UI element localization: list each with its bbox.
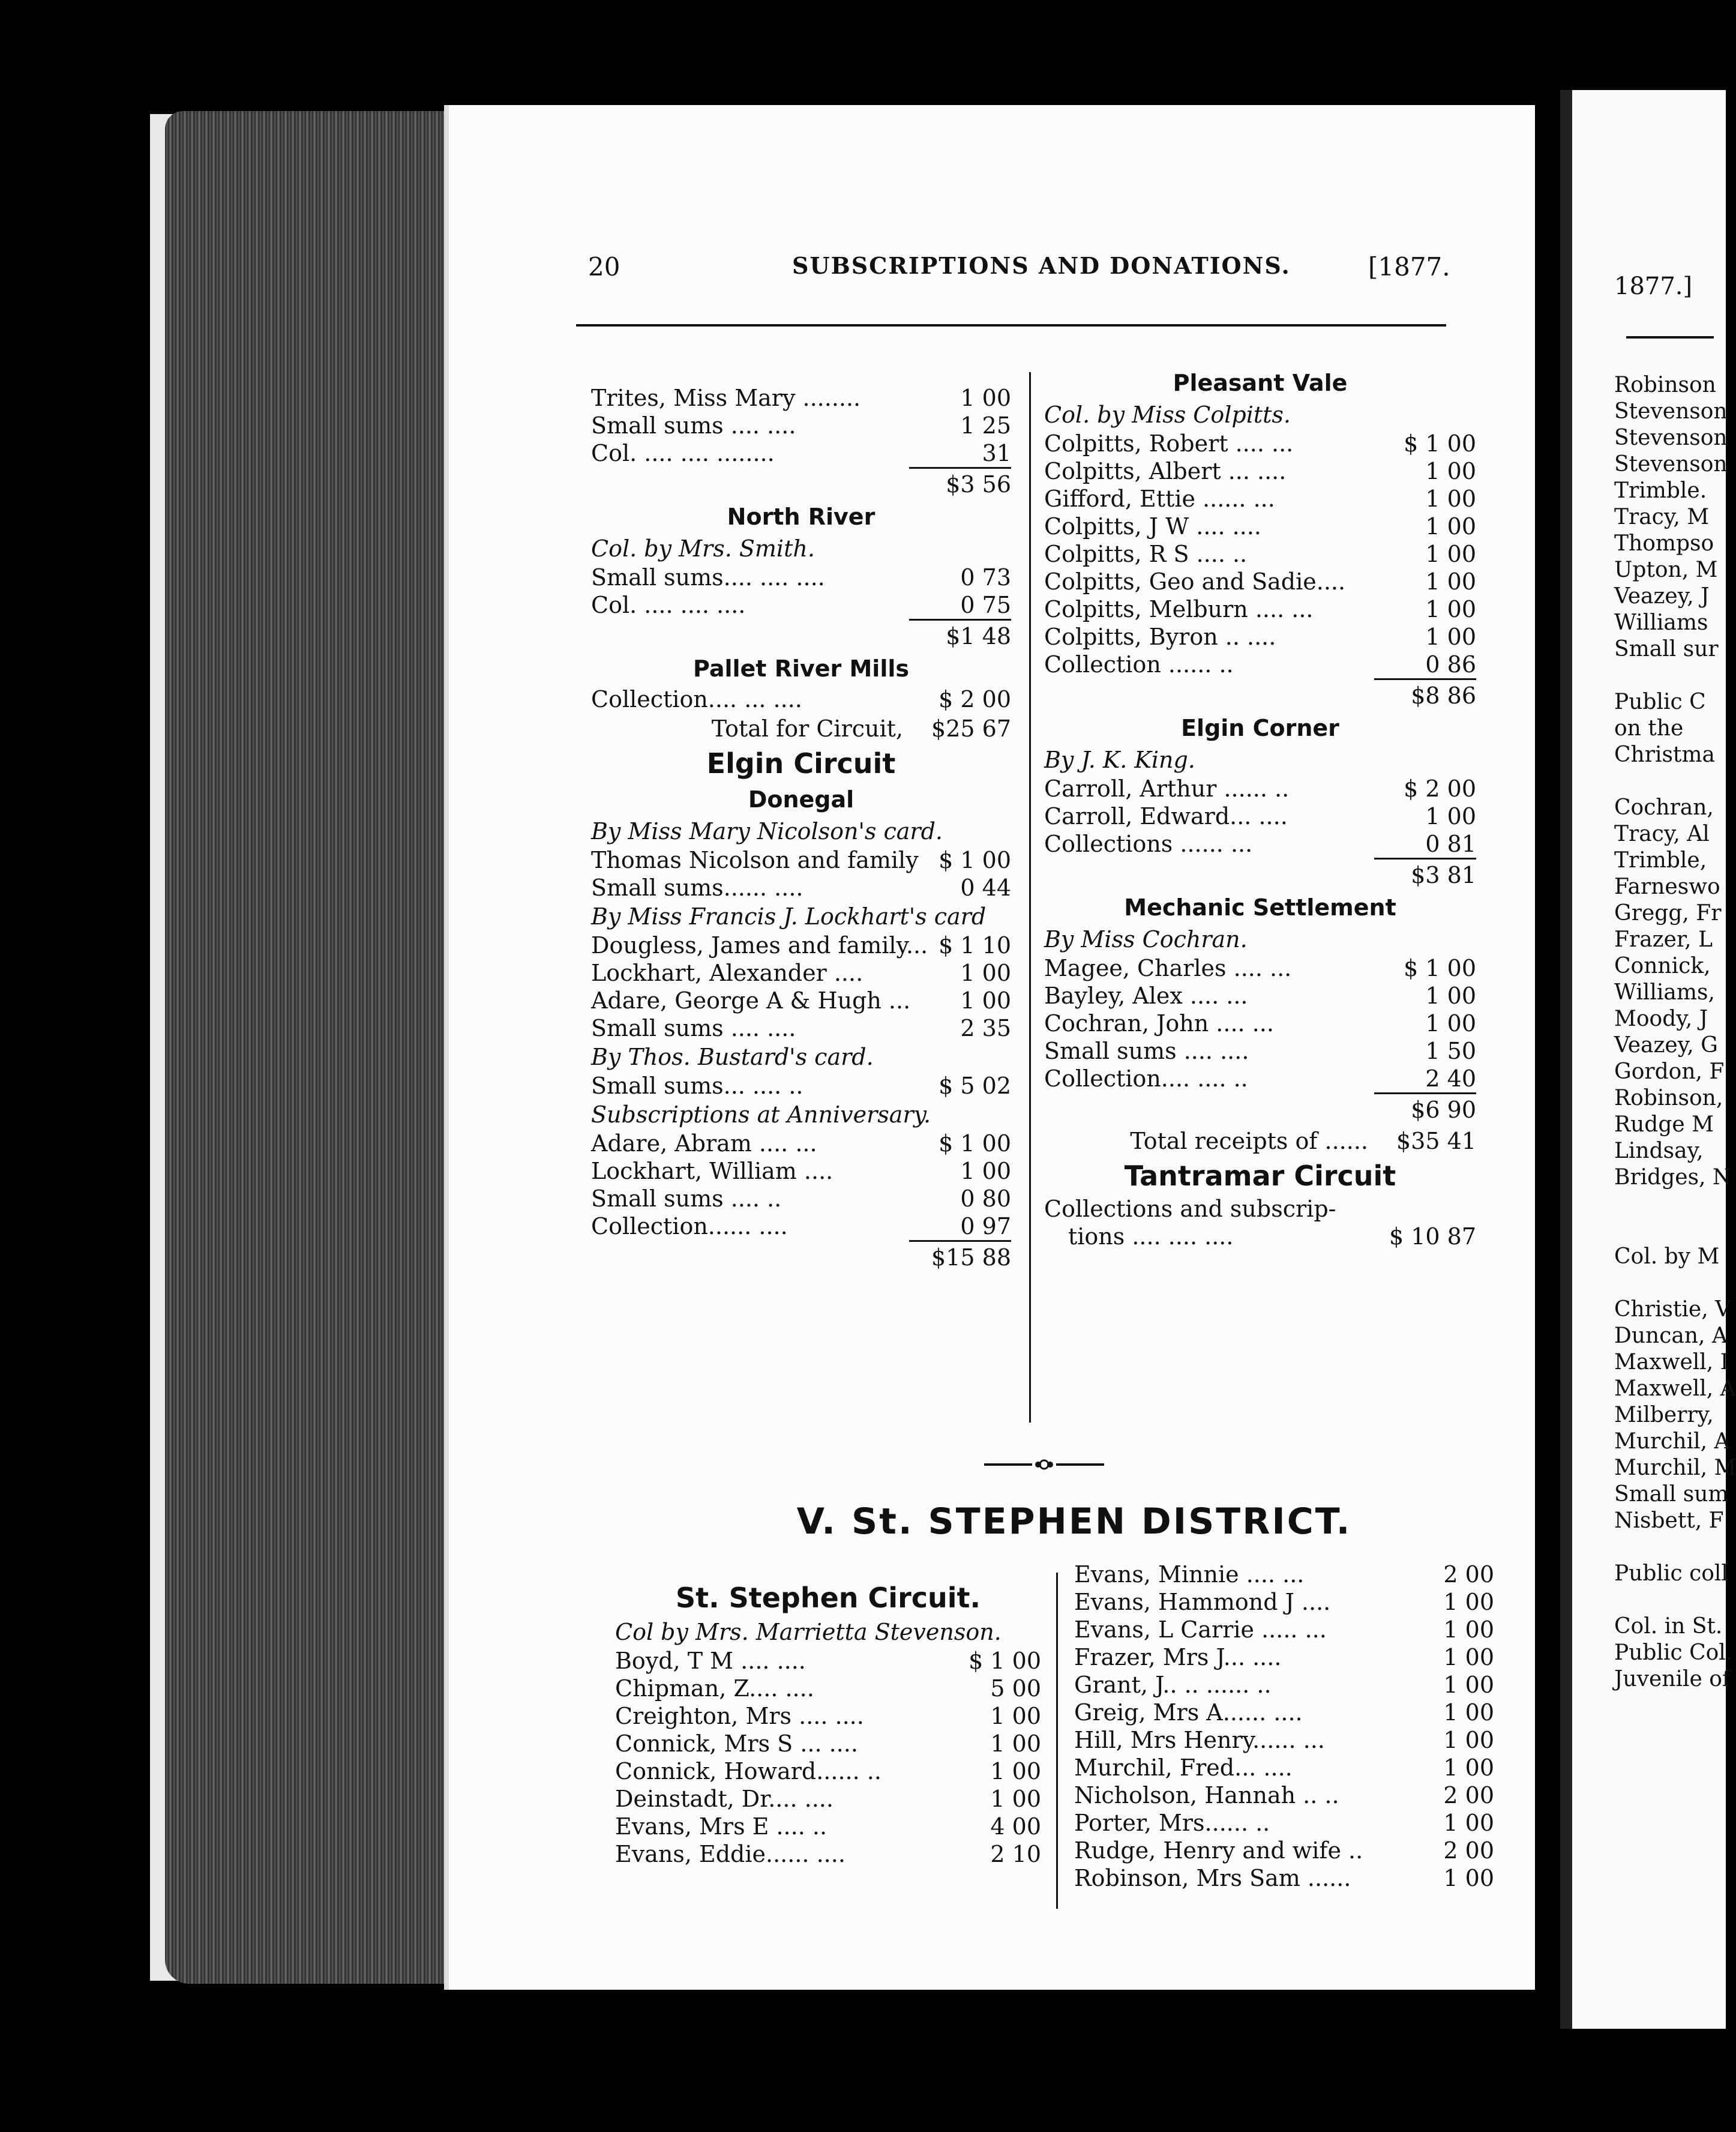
entry-row — [591, 1072, 1011, 1100]
entry-row — [1044, 1065, 1476, 1092]
entry-amount: $ 2 00 — [939, 686, 1011, 712]
entry-row — [591, 959, 1011, 987]
collector-byline: Col. by Miss Colpitts. — [1044, 402, 1291, 428]
entry-name: Collection...... .... — [591, 1213, 788, 1239]
entry-name: Deinstadt, Dr.... .... — [615, 1786, 833, 1812]
circuit-total-label: Total for Circuit, — [711, 715, 903, 742]
entry-row — [1074, 1809, 1494, 1837]
entry-row — [591, 874, 1011, 902]
collector-byline: By J. K. King. — [1044, 747, 1195, 773]
entry-row — [1044, 651, 1476, 678]
entry-amount: $ 1 00 — [939, 847, 1011, 873]
section-total: $15 88 — [909, 1240, 1011, 1273]
entry-name: Colpitts, R S .... .. — [1044, 541, 1248, 567]
facing-page-line: Bridges, N — [1614, 1165, 1732, 1190]
entry-row — [1074, 1588, 1494, 1616]
header-rule — [576, 324, 1446, 327]
facing-page-line: Stevenson — [1614, 426, 1728, 450]
entry-amount: 5 00 — [990, 1675, 1041, 1702]
entry-amount: 1 00 — [1425, 624, 1476, 650]
facing-page-line: Veazey, G — [1614, 1033, 1718, 1058]
entry-amount: 1 50 — [1425, 1038, 1476, 1064]
district-title: V. St. STEPHEN DISTRICT. — [796, 1501, 1352, 1543]
circuit-heading: Tantramar Circuit — [1124, 1160, 1396, 1192]
entry-name: Lockhart, Alexander .... — [591, 960, 863, 986]
facing-page-line: Christma — [1614, 742, 1715, 767]
facing-page-line: Public C — [1614, 690, 1706, 714]
entry-name: Colpitts, J W .... .... — [1044, 513, 1261, 540]
page-stack-edges — [165, 111, 447, 1984]
entry-amount: 1 00 — [1443, 1727, 1494, 1753]
section-heading: North River — [727, 504, 876, 530]
entry-name: Small sums .... .... — [591, 1015, 796, 1041]
entry-row — [1044, 513, 1476, 540]
entry-row — [591, 987, 1011, 1014]
entry-name: tions .... .... .... — [1068, 1223, 1234, 1250]
entry-row — [1044, 1223, 1476, 1250]
entry-name: Creighton, Mrs .... .... — [615, 1703, 864, 1729]
entry-amount: 1 00 — [990, 1703, 1041, 1729]
entry-row — [1044, 1195, 1476, 1223]
entry-name: Small sums...... .... — [591, 875, 803, 901]
facing-page-line: Robinson, — [1614, 1086, 1723, 1110]
entry-amount: 0 81 — [1425, 831, 1476, 857]
facing-page-line — [1614, 1587, 1710, 1613]
section-heading: Donegal — [748, 786, 854, 813]
entry-amount: 1 00 — [1425, 803, 1476, 830]
entry-amount: 1 00 — [1443, 1810, 1494, 1836]
entry-amount: 1 00 — [990, 1786, 1041, 1812]
entry-name: Collection ...... .. — [1044, 651, 1234, 678]
entry-row — [615, 1813, 1041, 1840]
entry-row — [1074, 1671, 1494, 1699]
facing-page-line: Small sum — [1614, 1482, 1729, 1507]
entry-amount: 1 00 — [960, 960, 1011, 986]
entry-amount: 1 00 — [1425, 1010, 1476, 1037]
circuit-total-amount: $25 67 — [931, 715, 1011, 742]
entry-name: Colpitts, Melburn .... ... — [1044, 596, 1314, 622]
entry-row — [1074, 1561, 1494, 1588]
entry-name: Thomas Nicolson and family — [591, 847, 919, 873]
entry-amount: 0 80 — [960, 1185, 1011, 1212]
page-title: SUBSCRIPTIONS AND DONATIONS. — [792, 252, 1291, 279]
collector-byline: Subscriptions at Anniversary. — [591, 1101, 931, 1128]
entry-row — [1044, 540, 1476, 568]
collector-byline: By Miss Cochran. — [1044, 926, 1248, 953]
entry-amount: 1 00 — [1425, 983, 1476, 1009]
entry-row — [1074, 1643, 1494, 1671]
entry-row — [591, 1157, 1011, 1185]
right-column — [1044, 366, 1476, 1250]
entry-amount: 2 10 — [990, 1841, 1041, 1867]
entry-name: Trites, Miss Mary ........ — [591, 385, 861, 411]
entry-name: Bayley, Alex .... ... — [1044, 983, 1248, 1009]
entry-row — [1044, 595, 1476, 623]
section-heading: Pallet River Mills — [693, 655, 909, 682]
entry-amount: 1 00 — [960, 1158, 1011, 1184]
circuit-total-amount: $35 41 — [1396, 1128, 1476, 1154]
entry-amount: $ 10 87 — [1389, 1223, 1476, 1250]
entry-row — [591, 1212, 1011, 1240]
entry-amount: 0 44 — [960, 875, 1011, 901]
facing-page-line — [1614, 768, 1710, 795]
circuit-heading: St. Stephen Circuit. — [675, 1582, 981, 1614]
entry-amount: 0 75 — [960, 592, 1011, 618]
facing-page-line: Robinson — [1614, 373, 1716, 397]
facing-page-line: Christie, V — [1614, 1297, 1731, 1322]
facing-page-line: Rudge M — [1614, 1112, 1714, 1137]
facing-page-line — [1614, 1191, 1710, 1217]
entry-amount: 1 00 — [1425, 541, 1476, 567]
circuit-total — [1044, 1125, 1476, 1157]
entry-amount: $ 1 00 — [1404, 955, 1476, 981]
entry-row — [1044, 1010, 1476, 1037]
facing-page-line: Moody, J — [1614, 1007, 1708, 1031]
facing-page-line: Tracy, M — [1614, 505, 1710, 529]
facing-page-line: Juvenile of — [1614, 1667, 1731, 1691]
entry-row — [591, 439, 1011, 467]
facing-page-line: Williams, — [1614, 980, 1715, 1005]
entry-name: Connick, Mrs S ... .... — [615, 1730, 858, 1757]
facing-page-line — [1614, 1270, 1710, 1296]
section-total: $3 56 — [909, 467, 1011, 500]
entry-name: Col. .... .... .... — [591, 592, 746, 618]
entry-amount: 2 00 — [1443, 1837, 1494, 1864]
section-total: $6 90 — [1374, 1092, 1476, 1125]
entry-name: Small sums .... .... — [1044, 1038, 1249, 1064]
entry-amount: 1 00 — [960, 987, 1011, 1014]
entry-row — [1074, 1837, 1494, 1864]
facing-page-line — [1614, 663, 1710, 689]
entry-row — [591, 1185, 1011, 1212]
section-total: $8 86 — [1374, 678, 1476, 711]
section-heading: Elgin Corner — [1181, 715, 1339, 741]
entry-row — [615, 1730, 1041, 1757]
entry-row — [591, 591, 1011, 619]
facing-page-text — [1614, 372, 1736, 1693]
section-heading: Pleasant Vale — [1173, 370, 1348, 396]
column-divider — [1029, 372, 1031, 1423]
entry-name: Evans, Minnie .... ... — [1074, 1561, 1305, 1588]
entry-row — [1074, 1726, 1494, 1754]
collector-byline: By Miss Francis J. Lockhart's card — [591, 903, 987, 930]
entry-name: Small sums .... .. — [591, 1185, 782, 1212]
entry-row — [1074, 1699, 1494, 1726]
facing-page-line: Veazey, J — [1614, 584, 1710, 609]
entry-name: Collection.... .... .. — [1044, 1065, 1248, 1092]
left-column — [591, 384, 1011, 1273]
entry-amount: 1 00 — [1425, 596, 1476, 622]
entry-amount: 1 00 — [1443, 1754, 1494, 1781]
entry-amount: 1 00 — [1425, 568, 1476, 595]
facing-page-line: Murchil, A — [1614, 1429, 1730, 1454]
entry-amount: 1 00 — [1443, 1672, 1494, 1698]
facing-page-line: Frazer, L — [1614, 927, 1713, 952]
entry-name: Boyd, T M .... .... — [615, 1648, 806, 1674]
entry-name: Collection.... ... .... — [591, 686, 802, 712]
entry-name: Colpitts, Albert ... .... — [1044, 458, 1287, 484]
entry-name: Evans, Eddie...... .... — [615, 1841, 845, 1867]
entry-row — [591, 932, 1011, 959]
entry-row — [1044, 457, 1476, 485]
circuit-heading: Elgin Circuit — [706, 747, 896, 780]
facing-page-line: Connick, — [1614, 954, 1711, 978]
section-heading: Mechanic Settlement — [1124, 894, 1396, 921]
facing-page-line: Maxwell, A — [1614, 1376, 1736, 1401]
facing-page-line: Gordon, F — [1614, 1059, 1725, 1084]
facing-page-line: Col. by M — [1614, 1244, 1720, 1269]
entry-row — [1044, 485, 1476, 513]
lower-left-column — [615, 1579, 1041, 1868]
entry-name: Collections ...... ... — [1044, 831, 1253, 857]
entry-name: Cochran, John .... ... — [1044, 1010, 1274, 1037]
facing-page-line: Milberry, — [1614, 1403, 1714, 1427]
entry-amount: $ 1 10 — [939, 932, 1011, 959]
entry-name: Frazer, Mrs J... .... — [1074, 1644, 1282, 1670]
entry-name: Collections and subscrip- — [1044, 1196, 1336, 1222]
circuit-total-label: Total receipts of ...... — [1130, 1128, 1368, 1154]
facing-page-header: 1877.] — [1614, 273, 1693, 300]
facing-page-line: Murchil, M — [1614, 1456, 1736, 1480]
entry-amount: 1 00 — [960, 385, 1011, 411]
entry-name: Carroll, Edward... .... — [1044, 803, 1288, 830]
entry-name: Adare, George A & Hugh ... — [591, 987, 911, 1014]
entry-amount: 1 00 — [1443, 1644, 1494, 1670]
entry-row — [1044, 568, 1476, 595]
entry-amount: $ 5 02 — [939, 1073, 1011, 1099]
facing-page-line: Stevenson — [1614, 452, 1728, 477]
facing-page-rule — [1626, 336, 1714, 339]
entry-name: Lockhart, William .... — [591, 1158, 833, 1184]
entry-row — [615, 1675, 1041, 1702]
section-total: $3 81 — [1374, 858, 1476, 891]
entry-row — [615, 1702, 1041, 1730]
entry-name: Colpitts, Robert .... ... — [1044, 430, 1294, 457]
entry-name: Small sums.... .... .... — [591, 564, 825, 591]
entry-amount: 2 00 — [1443, 1561, 1494, 1588]
entry-amount: 1 25 — [960, 412, 1011, 439]
page-year: [1877. — [1368, 252, 1450, 282]
entry-name: Connick, Howard...... .. — [615, 1758, 882, 1784]
facing-page-line: Duncan, A — [1614, 1323, 1728, 1348]
entry-name: Evans, Hammond J .... — [1074, 1589, 1331, 1615]
entry-name: Colpitts, Geo and Sadie.... — [1044, 568, 1346, 595]
entry-row — [1074, 1864, 1494, 1892]
section-total: $1 48 — [909, 619, 1011, 652]
entry-amount: 2 40 — [1425, 1065, 1476, 1092]
entry-name: Carroll, Arthur ...... .. — [1044, 775, 1290, 802]
entry-row — [1074, 1616, 1494, 1643]
facing-page-line — [1614, 1534, 1710, 1561]
entry-amount: 1 00 — [1425, 486, 1476, 512]
entry-row — [1044, 954, 1476, 982]
entry-name: Col. .... .... ........ — [591, 440, 775, 466]
entry-name: Adare, Abram .... ... — [591, 1130, 817, 1157]
ornament-divider — [984, 1459, 1104, 1471]
entry-amount: 1 00 — [990, 1758, 1041, 1784]
entry-name: Robinson, Mrs Sam ...... — [1074, 1865, 1351, 1891]
entry-name: Hill, Mrs Henry...... ... — [1074, 1727, 1325, 1753]
facing-page-line: on the — [1614, 716, 1684, 741]
entry-row — [591, 685, 1011, 713]
entry-row — [1044, 430, 1476, 457]
facing-page-line: Col. in St. — [1614, 1614, 1723, 1639]
entry-amount: 31 — [982, 440, 1011, 466]
entry-amount: 1 00 — [1425, 458, 1476, 484]
entry-name: Evans, L Carrie ..... ... — [1074, 1616, 1327, 1643]
entry-row — [1074, 1781, 1494, 1809]
entry-amount: 1 00 — [1425, 513, 1476, 540]
entry-name: Nicholson, Hannah .. .. — [1074, 1782, 1339, 1808]
entry-name: Grant, J.. .. ...... .. — [1074, 1672, 1272, 1698]
entry-amount: $ 1 00 — [969, 1648, 1041, 1674]
facing-page-line: Small sur — [1614, 637, 1719, 661]
facing-page-line: Trimble. — [1614, 478, 1707, 503]
entry-row — [591, 384, 1011, 412]
entry-row — [591, 564, 1011, 591]
facing-page-line: Public coll — [1614, 1561, 1728, 1586]
facing-page-line: Stevenson — [1614, 399, 1728, 424]
entry-row — [615, 1757, 1041, 1785]
entry-name: Magee, Charles .... ... — [1044, 955, 1292, 981]
facing-page-line: Cochran, — [1614, 795, 1714, 820]
entry-row — [1074, 1754, 1494, 1781]
entry-row — [1044, 803, 1476, 830]
entry-row — [1044, 1037, 1476, 1065]
entry-amount: $ 2 00 — [1404, 775, 1476, 802]
facing-page-line: Williams — [1614, 610, 1708, 635]
collector-byline: Col by Mrs. Marrietta Stevenson. — [615, 1619, 1002, 1645]
entry-row — [591, 1130, 1011, 1157]
entry-row — [591, 846, 1011, 874]
facing-page-line: Upton, M — [1614, 558, 1718, 582]
entry-row — [615, 1647, 1041, 1675]
entry-name: Gifford, Ettie ...... ... — [1044, 486, 1275, 512]
page-number: 20 — [588, 252, 620, 282]
entry-row — [1044, 830, 1476, 858]
entry-name: Porter, Mrs...... .. — [1074, 1810, 1270, 1836]
entry-amount: 4 00 — [990, 1813, 1041, 1840]
facing-page-line: Trimble, — [1614, 848, 1707, 873]
facing-page-line: Nisbett, F — [1614, 1508, 1724, 1533]
facing-page-line: Maxwell, I — [1614, 1350, 1729, 1375]
circuit-total — [591, 713, 1011, 744]
collector-byline: Col. by Mrs. Smith. — [591, 535, 815, 562]
entry-amount: $ 1 00 — [939, 1130, 1011, 1157]
facing-page-line — [1614, 1217, 1710, 1244]
facing-page-line: Thompso — [1614, 531, 1714, 556]
entry-name: Murchil, Fred... .... — [1074, 1754, 1293, 1781]
entry-row — [1044, 775, 1476, 803]
entry-amount: 1 00 — [1443, 1699, 1494, 1726]
entry-row — [591, 412, 1011, 439]
entry-amount: 0 73 — [960, 564, 1011, 591]
entry-row — [1044, 982, 1476, 1010]
entry-name: Chipman, Z.... .... — [615, 1675, 814, 1702]
entry-amount: 0 86 — [1425, 651, 1476, 678]
collector-byline: By Thos. Bustard's card. — [591, 1044, 874, 1070]
entry-name: Greig, Mrs A...... .... — [1074, 1699, 1303, 1726]
entry-row — [1044, 623, 1476, 651]
entry-amount: $ 1 00 — [1404, 430, 1476, 457]
entry-name: Colpitts, Byron .. .... — [1044, 624, 1276, 650]
entry-amount: 1 00 — [990, 1730, 1041, 1757]
entry-amount: 2 00 — [1443, 1782, 1494, 1808]
facing-page-line: Tracy, Al — [1614, 822, 1710, 846]
entry-amount — [1386, 1195, 1476, 1223]
entry-amount: 1 00 — [1443, 1589, 1494, 1615]
entry-row — [615, 1840, 1041, 1868]
entry-name: Dougless, James and family... — [591, 932, 928, 959]
facing-page-line: Gregg, Fr — [1614, 901, 1722, 926]
entry-amount: 2 35 — [960, 1015, 1011, 1041]
entry-amount: 1 00 — [1443, 1616, 1494, 1643]
facing-page-line: Farneswo — [1614, 875, 1720, 899]
entry-amount: 0 97 — [960, 1213, 1011, 1239]
facing-page-line: Public Col. — [1614, 1640, 1733, 1665]
entry-name: Evans, Mrs E .... .. — [615, 1813, 827, 1840]
lower-right-column — [1074, 1561, 1494, 1892]
entry-name: Small sums... .... .. — [591, 1073, 803, 1099]
entry-amount: 1 00 — [1443, 1865, 1494, 1891]
entry-row — [591, 1014, 1011, 1042]
entry-row — [615, 1785, 1041, 1813]
lower-column-divider — [1056, 1573, 1058, 1909]
facing-page-line: Lindsay, — [1614, 1139, 1704, 1163]
entry-name: Rudge, Henry and wife .. — [1074, 1837, 1363, 1864]
collector-byline: By Miss Mary Nicolson's card. — [591, 818, 943, 845]
entry-name: Small sums .... .... — [591, 412, 796, 439]
